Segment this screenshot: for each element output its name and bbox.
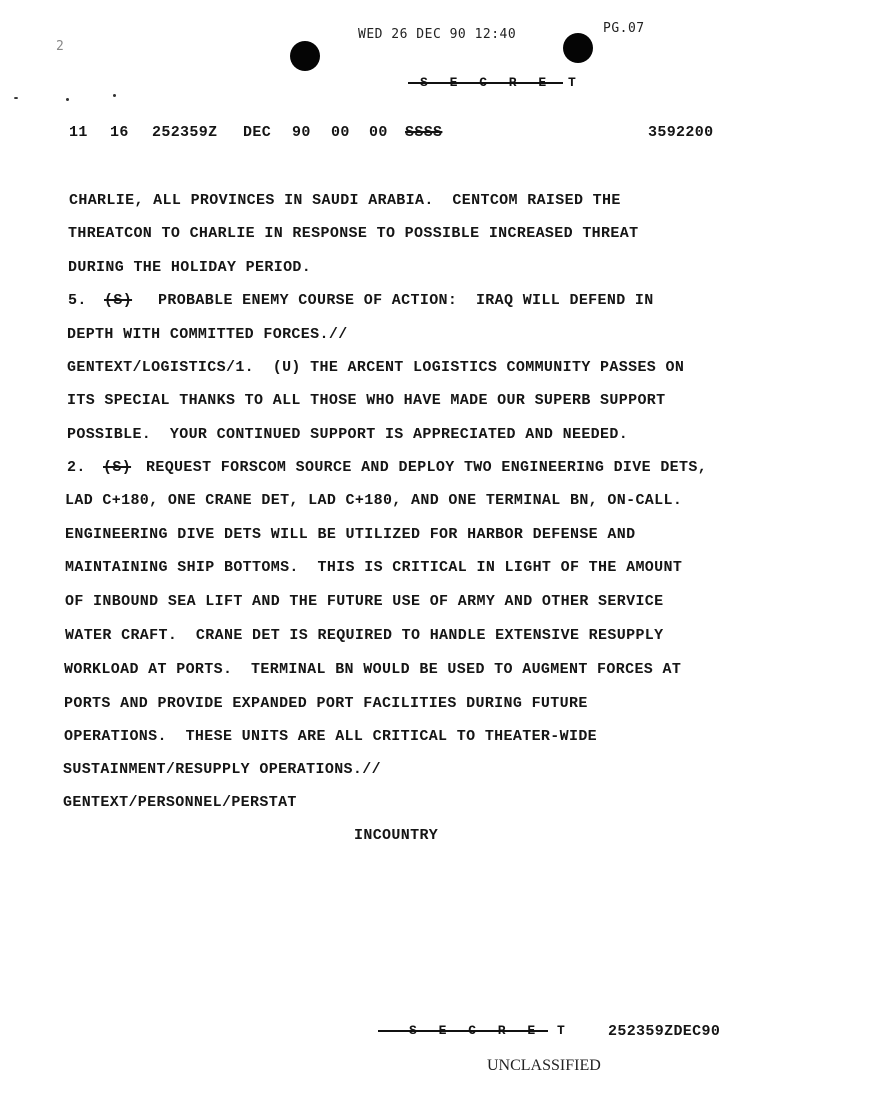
body-line: LAD C+180, ONE CRANE DET, LAD C+180, AND ONE TERMINAL BN, ON-CALL. [65, 492, 683, 509]
para-5-struck-classification: (S) [104, 292, 133, 309]
unclassified-stamp: UNCLASSIFIED [487, 1057, 601, 1074]
para-5-number: 5. [68, 292, 87, 309]
body-line: DEPTH WITH COMMITTED FORCES.// [67, 326, 348, 343]
classification-top: S E C R E T [420, 75, 583, 90]
speck [66, 98, 69, 101]
header-month: DEC [243, 124, 272, 141]
body-line: WATER CRAFT. CRANE DET IS REQUIRED TO HANDLE EXTENSIVE RESUPPLY [65, 627, 664, 644]
punch-hole-right [563, 33, 593, 63]
header-seq-b: 16 [110, 124, 129, 141]
body-line: ENGINEERING DIVE DETS WILL BE UTILIZED FOR HARBOR DEFENSE AND [65, 526, 636, 543]
body-line: WORKLOAD AT PORTS. TERMINAL BN WOULD BE USED TO AUGMENT FORCES AT [64, 661, 682, 678]
header-ref-number: 3592200 [648, 124, 714, 141]
classification-bottom: S E C R E T [409, 1023, 572, 1038]
body-line: CHARLIE, ALL PROVINCES IN SAUDI ARABIA. CENTCOM RAISED THE [69, 192, 621, 209]
header-year: 90 [292, 124, 311, 141]
body-line: OF INBOUND SEA LIFT AND THE FUTURE USE OF ARMY AND OTHER SERVICE [65, 593, 664, 610]
body-line: PROBABLE ENEMY COURSE OF ACTION: IRAQ WILL DEFEND IN [158, 292, 654, 309]
body-line: POSSIBLE. YOUR CONTINUED SUPPORT IS APPRECIATED AND NEEDED. [67, 426, 629, 443]
header-struck-code: SSSS [405, 124, 443, 141]
body-line: REQUEST FORSCOM SOURCE AND DEPLOY TWO ENGINEERING DIVE DETS, [146, 459, 708, 476]
header-seq-a: 11 [69, 124, 88, 141]
body-line: GENTEXT/LOGISTICS/1. (U) THE ARCENT LOGISTICS COMMUNITY PASSES ON [67, 359, 685, 376]
body-line: ITS SPECIAL THANKS TO ALL THOSE WHO HAVE MADE OUR SUPERB SUPPORT [67, 392, 666, 409]
body-line: SUSTAINMENT/RESUPPLY OPERATIONS.// [63, 761, 381, 778]
header-field-b: 00 [369, 124, 388, 141]
body-line: OPERATIONS. THESE UNITS ARE ALL CRITICAL TO THEATER-WIDE [64, 728, 598, 745]
body-line: PORTS AND PROVIDE EXPANDED PORT FACILITIES DURING FUTURE [64, 695, 588, 712]
header-field-a: 00 [331, 124, 350, 141]
para-2-struck-classification: (S) [103, 459, 132, 476]
header-dtg: 252359Z [152, 124, 218, 141]
fax-timestamp: WED 26 DEC 90 12:40 [358, 27, 517, 42]
footer-dtg: 252359ZDEC90 [608, 1023, 721, 1040]
body-line: MAINTAINING SHIP BOTTOMS. THIS IS CRITICAL IN LIGHT OF THE AMOUNT [65, 559, 683, 576]
para-2-number: 2. [67, 459, 86, 476]
body-line: DURING THE HOLIDAY PERIOD. [68, 259, 312, 276]
speck [14, 97, 18, 99]
subheading-incountry: INCOUNTRY [354, 827, 439, 844]
punch-hole-left [290, 41, 320, 71]
body-line: GENTEXT/PERSONNEL/PERSTAT [63, 794, 297, 811]
fax-page-number: PG.07 [603, 21, 645, 36]
body-line: THREATCON TO CHARLIE IN RESPONSE TO POSSIBLE INCREASED THREAT [68, 225, 639, 242]
speck [113, 94, 116, 97]
page-marker: 2 [56, 39, 65, 54]
